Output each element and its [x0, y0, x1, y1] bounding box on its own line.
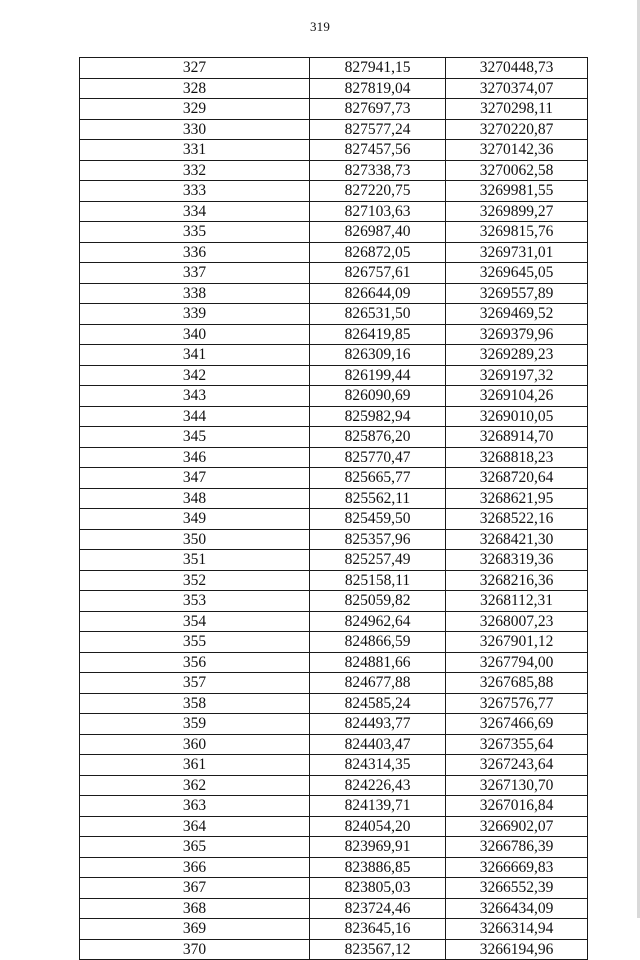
- y-coordinate-cell: 3268007,23: [446, 611, 588, 632]
- table-row: [80, 857, 588, 878]
- table-row: [80, 529, 588, 550]
- table-row: [80, 509, 588, 530]
- table-row: [80, 242, 588, 263]
- table-row: [80, 714, 588, 735]
- x-coordinate-cell: 823805,03: [310, 878, 446, 899]
- y-coordinate-cell: 3268421,30: [446, 529, 588, 550]
- point-number-cell: 332: [80, 160, 310, 181]
- x-coordinate-cell: 826987,40: [310, 222, 446, 243]
- x-coordinate-cell: 826419,85: [310, 324, 446, 345]
- x-coordinate-cell: 825059,82: [310, 591, 446, 612]
- point-number-cell: 352: [80, 570, 310, 591]
- x-coordinate-cell: 826644,09: [310, 283, 446, 304]
- y-coordinate-cell: 3270448,73: [446, 58, 588, 79]
- x-coordinate-cell: 826872,05: [310, 242, 446, 263]
- table-row: [80, 181, 588, 202]
- y-coordinate-cell: 3270298,11: [446, 99, 588, 120]
- y-coordinate-cell: 3270220,87: [446, 119, 588, 140]
- x-coordinate-cell: 827338,73: [310, 160, 446, 181]
- table-row: [80, 58, 588, 79]
- table-row: [80, 324, 588, 345]
- point-number-cell: 350: [80, 529, 310, 550]
- x-coordinate-cell: 826531,50: [310, 304, 446, 325]
- y-coordinate-cell: 3269379,96: [446, 324, 588, 345]
- y-coordinate-cell: 3267466,69: [446, 714, 588, 735]
- point-number-cell: 345: [80, 427, 310, 448]
- table-row: [80, 632, 588, 653]
- table-row: [80, 693, 588, 714]
- y-coordinate-cell: 3268112,31: [446, 591, 588, 612]
- x-coordinate-cell: 824054,20: [310, 816, 446, 837]
- x-coordinate-cell: 827577,24: [310, 119, 446, 140]
- coordinates-table-body: [80, 58, 588, 960]
- y-coordinate-cell: 3266786,39: [446, 837, 588, 858]
- table-row: [80, 365, 588, 386]
- x-coordinate-cell: 824677,88: [310, 673, 446, 694]
- x-coordinate-cell: 823969,91: [310, 837, 446, 858]
- x-coordinate-cell: 825257,49: [310, 550, 446, 571]
- point-number-cell: 338: [80, 283, 310, 304]
- point-number-cell: 344: [80, 406, 310, 427]
- coordinates-table: [79, 57, 588, 960]
- table-row: [80, 78, 588, 99]
- x-coordinate-cell: 825876,20: [310, 427, 446, 448]
- point-number-cell: 340: [80, 324, 310, 345]
- y-coordinate-cell: 3266902,07: [446, 816, 588, 837]
- table-row: [80, 939, 588, 960]
- x-coordinate-cell: 824881,66: [310, 652, 446, 673]
- point-number-cell: 341: [80, 345, 310, 366]
- point-number-cell: 363: [80, 796, 310, 817]
- y-coordinate-cell: 3267243,64: [446, 755, 588, 776]
- table-row: [80, 263, 588, 284]
- table-row: [80, 570, 588, 591]
- y-coordinate-cell: 3267685,88: [446, 673, 588, 694]
- table-row: [80, 837, 588, 858]
- x-coordinate-cell: 825357,96: [310, 529, 446, 550]
- table-row: [80, 222, 588, 243]
- table-row: [80, 99, 588, 120]
- x-coordinate-cell: 826199,44: [310, 365, 446, 386]
- x-coordinate-cell: 826090,69: [310, 386, 446, 407]
- x-coordinate-cell: 827220,75: [310, 181, 446, 202]
- y-coordinate-cell: 3270374,07: [446, 78, 588, 99]
- point-number-cell: 357: [80, 673, 310, 694]
- point-number-cell: 329: [80, 99, 310, 120]
- y-coordinate-cell: 3269731,01: [446, 242, 588, 263]
- point-number-cell: 355: [80, 632, 310, 653]
- point-number-cell: 356: [80, 652, 310, 673]
- y-coordinate-cell: 3269557,89: [446, 283, 588, 304]
- table-row: [80, 386, 588, 407]
- point-number-cell: 362: [80, 775, 310, 796]
- table-row: [80, 283, 588, 304]
- y-coordinate-cell: 3267016,84: [446, 796, 588, 817]
- x-coordinate-cell: 826757,61: [310, 263, 446, 284]
- y-coordinate-cell: 3268914,70: [446, 427, 588, 448]
- table-row: [80, 878, 588, 899]
- x-coordinate-cell: 824866,59: [310, 632, 446, 653]
- x-coordinate-cell: 825982,94: [310, 406, 446, 427]
- y-coordinate-cell: 3267130,70: [446, 775, 588, 796]
- point-number-cell: 337: [80, 263, 310, 284]
- table-row: [80, 796, 588, 817]
- y-coordinate-cell: 3270142,36: [446, 140, 588, 161]
- table-row: [80, 898, 588, 919]
- y-coordinate-cell: 3269010,05: [446, 406, 588, 427]
- y-coordinate-cell: 3266669,83: [446, 857, 588, 878]
- x-coordinate-cell: 826309,16: [310, 345, 446, 366]
- table-row: [80, 406, 588, 427]
- point-number-cell: 327: [80, 58, 310, 79]
- y-coordinate-cell: 3269104,26: [446, 386, 588, 407]
- point-number-cell: 351: [80, 550, 310, 571]
- table-row: [80, 734, 588, 755]
- y-coordinate-cell: 3268319,36: [446, 550, 588, 571]
- table-row: [80, 673, 588, 694]
- y-coordinate-cell: 3268720,64: [446, 468, 588, 489]
- x-coordinate-cell: 825665,77: [310, 468, 446, 489]
- point-number-cell: 342: [80, 365, 310, 386]
- table-row: [80, 775, 588, 796]
- y-coordinate-cell: 3267355,64: [446, 734, 588, 755]
- point-number-cell: 361: [80, 755, 310, 776]
- point-number-cell: 348: [80, 488, 310, 509]
- y-coordinate-cell: 3269815,76: [446, 222, 588, 243]
- y-coordinate-cell: 3269981,55: [446, 181, 588, 202]
- x-coordinate-cell: 827941,15: [310, 58, 446, 79]
- point-number-cell: 354: [80, 611, 310, 632]
- table-row: [80, 488, 588, 509]
- point-number-cell: 333: [80, 181, 310, 202]
- point-number-cell: 349: [80, 509, 310, 530]
- point-number-cell: 346: [80, 447, 310, 468]
- point-number-cell: 366: [80, 857, 310, 878]
- table-row: [80, 591, 588, 612]
- y-coordinate-cell: 3268522,16: [446, 509, 588, 530]
- table-row: [80, 345, 588, 366]
- table-row: [80, 550, 588, 571]
- y-coordinate-cell: 3268621,95: [446, 488, 588, 509]
- x-coordinate-cell: 824493,77: [310, 714, 446, 735]
- x-coordinate-cell: 825158,11: [310, 570, 446, 591]
- x-coordinate-cell: 823645,16: [310, 919, 446, 940]
- table-row: [80, 652, 588, 673]
- y-coordinate-cell: 3268216,36: [446, 570, 588, 591]
- point-number-cell: 335: [80, 222, 310, 243]
- y-coordinate-cell: 3267576,77: [446, 693, 588, 714]
- x-coordinate-cell: 825770,47: [310, 447, 446, 468]
- point-number-cell: 328: [80, 78, 310, 99]
- point-number-cell: 358: [80, 693, 310, 714]
- point-number-cell: 334: [80, 201, 310, 222]
- table-row: [80, 304, 588, 325]
- x-coordinate-cell: 823567,12: [310, 939, 446, 960]
- point-number-cell: 336: [80, 242, 310, 263]
- x-coordinate-cell: 825562,11: [310, 488, 446, 509]
- table-row: [80, 755, 588, 776]
- table-row: [80, 201, 588, 222]
- y-coordinate-cell: 3266194,96: [446, 939, 588, 960]
- table-row: [80, 919, 588, 940]
- y-coordinate-cell: 3266314,94: [446, 919, 588, 940]
- y-coordinate-cell: 3269469,52: [446, 304, 588, 325]
- point-number-cell: 367: [80, 878, 310, 899]
- table-row: [80, 160, 588, 181]
- point-number-cell: 343: [80, 386, 310, 407]
- y-coordinate-cell: 3267901,12: [446, 632, 588, 653]
- x-coordinate-cell: 824585,24: [310, 693, 446, 714]
- table-row: [80, 119, 588, 140]
- table-row: [80, 611, 588, 632]
- point-number-cell: 365: [80, 837, 310, 858]
- point-number-cell: 347: [80, 468, 310, 489]
- x-coordinate-cell: 824403,47: [310, 734, 446, 755]
- table-row: [80, 427, 588, 448]
- point-number-cell: 359: [80, 714, 310, 735]
- point-number-cell: 331: [80, 140, 310, 161]
- y-coordinate-cell: 3269197,32: [446, 365, 588, 386]
- table-row: [80, 447, 588, 468]
- y-coordinate-cell: 3269899,27: [446, 201, 588, 222]
- x-coordinate-cell: 827103,63: [310, 201, 446, 222]
- point-number-cell: 364: [80, 816, 310, 837]
- y-coordinate-cell: 3267794,00: [446, 652, 588, 673]
- x-coordinate-cell: 823724,46: [310, 898, 446, 919]
- y-coordinate-cell: 3266552,39: [446, 878, 588, 899]
- x-coordinate-cell: 823886,85: [310, 857, 446, 878]
- x-coordinate-cell: 824226,43: [310, 775, 446, 796]
- point-number-cell: 339: [80, 304, 310, 325]
- point-number-cell: 370: [80, 939, 310, 960]
- point-number-cell: 368: [80, 898, 310, 919]
- point-number-cell: 369: [80, 919, 310, 940]
- point-number-cell: 360: [80, 734, 310, 755]
- x-coordinate-cell: 827819,04: [310, 78, 446, 99]
- page-number: 319: [309, 19, 331, 34]
- y-coordinate-cell: 3269645,05: [446, 263, 588, 284]
- y-coordinate-cell: 3268818,23: [446, 447, 588, 468]
- y-coordinate-cell: 3270062,58: [446, 160, 588, 181]
- table-row: [80, 816, 588, 837]
- point-number-cell: 353: [80, 591, 310, 612]
- x-coordinate-cell: 824139,71: [310, 796, 446, 817]
- table-row: [80, 468, 588, 489]
- point-number-cell: 330: [80, 119, 310, 140]
- table-row: [80, 140, 588, 161]
- x-coordinate-cell: 824314,35: [310, 755, 446, 776]
- x-coordinate-cell: 827457,56: [310, 140, 446, 161]
- y-coordinate-cell: 3266434,09: [446, 898, 588, 919]
- y-coordinate-cell: 3269289,23: [446, 345, 588, 366]
- x-coordinate-cell: 824962,64: [310, 611, 446, 632]
- x-coordinate-cell: 827697,73: [310, 99, 446, 120]
- x-coordinate-cell: 825459,50: [310, 509, 446, 530]
